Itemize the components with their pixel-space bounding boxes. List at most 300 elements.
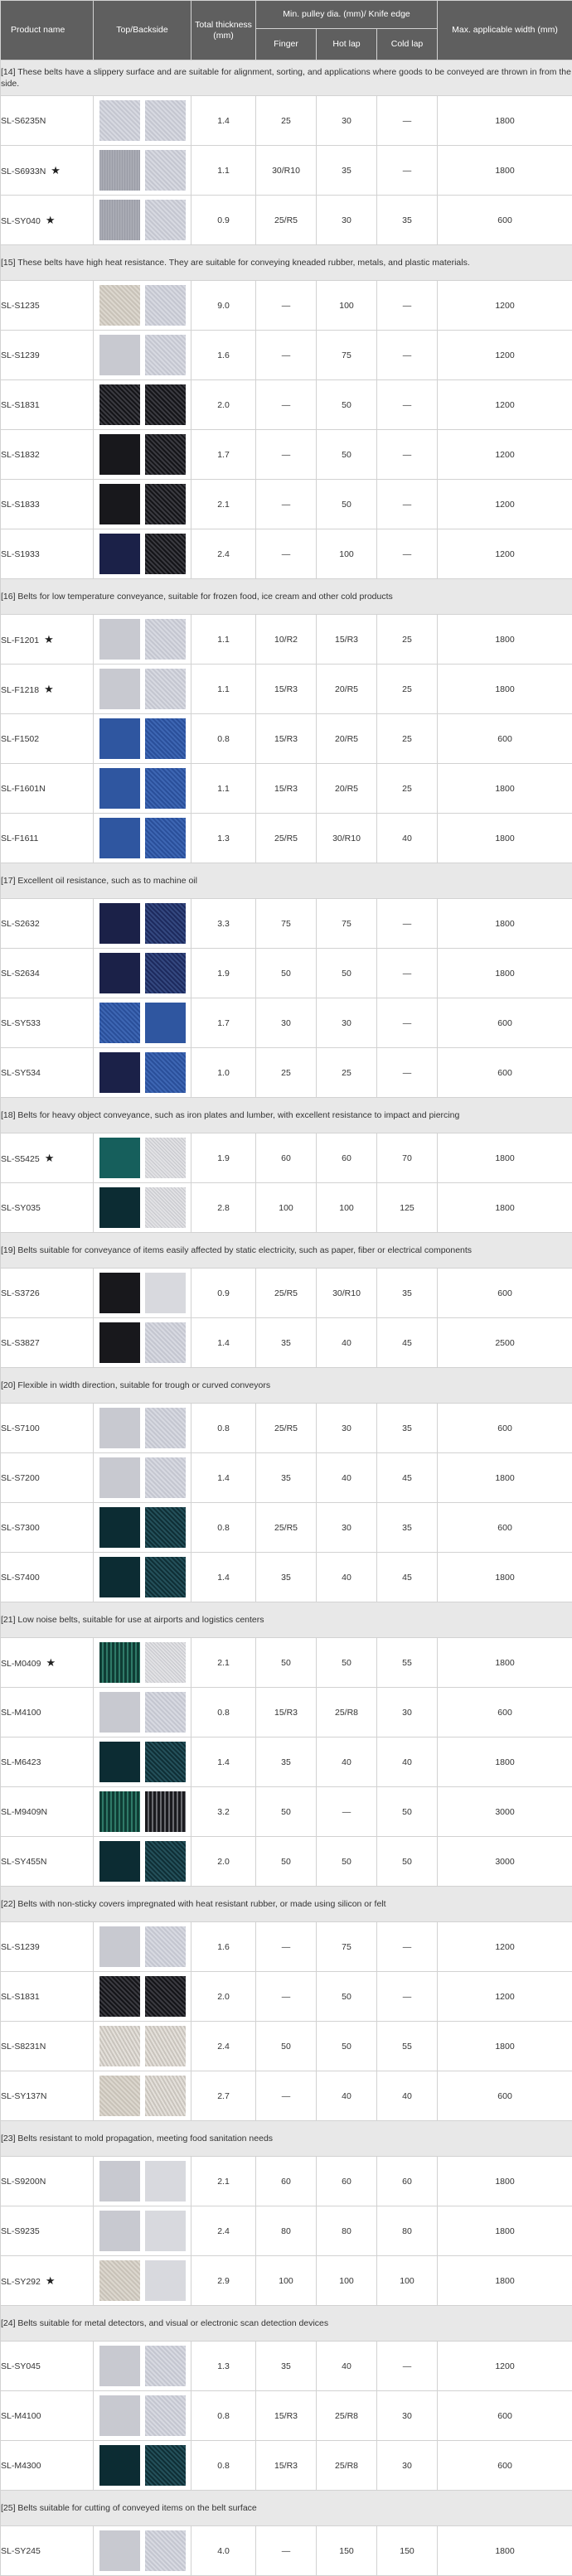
product-name: SL-S1831	[1, 400, 40, 410]
cold-lap-cell: —	[377, 2342, 438, 2391]
product-name: SL-S9235	[1, 2226, 40, 2236]
backside-surface-swatch	[145, 335, 186, 375]
max-width-cell: 1800	[438, 1553, 572, 1602]
cold-lap-cell: 40	[377, 1737, 438, 1787]
backside-surface-swatch	[145, 1273, 186, 1313]
hot-lap-cell: 50	[317, 1638, 377, 1688]
cold-lap-cell: 25	[377, 764, 438, 814]
swatch-cell	[94, 2022, 191, 2071]
swatch-cell	[94, 899, 191, 949]
thickness-cell: 0.9	[191, 1269, 256, 1318]
swatch-cell	[94, 96, 191, 146]
thickness-cell: 2.0	[191, 380, 256, 430]
max-width-cell: 1200	[438, 529, 572, 579]
hot-lap-cell: 30	[317, 1503, 377, 1553]
max-width-cell: 1200	[438, 331, 572, 380]
section-header	[1, 245, 572, 281]
product-name: SL-S1239	[1, 350, 40, 360]
star-icon: ★	[44, 633, 54, 645]
thickness-cell: 2.9	[191, 2256, 256, 2306]
cold-lap-cell: 25	[377, 714, 438, 764]
table-row	[1, 1503, 572, 1553]
top-surface-swatch	[99, 1742, 140, 1782]
table-row	[1, 281, 572, 331]
hot-lap-cell: 50	[317, 1972, 377, 2022]
section-title: [22] Belts with non-sticky covers impregnated with heat resistant rubber, or made using silicon or felt	[1, 1887, 572, 1922]
cold-lap-cell: —	[377, 96, 438, 146]
max-width-cell: 600	[438, 998, 572, 1048]
backside-surface-swatch	[145, 2161, 186, 2201]
product-name: SL-S6235N	[1, 116, 46, 126]
section-title: [19] Belts suitable for conveyance of items easily affected by static electricity, such as paper, fiber or electrical components	[1, 1233, 572, 1269]
product-name: SL-SY534	[1, 1068, 41, 1078]
col-total-thickness: Total thickness (mm)	[191, 1, 256, 60]
top-surface-swatch	[99, 1692, 140, 1733]
cold-lap-cell: —	[377, 1048, 438, 1098]
product-name: SL-S7400	[1, 1573, 40, 1583]
table-row	[1, 2342, 572, 2391]
swatch-cell	[94, 1503, 191, 1553]
max-width-cell: 1800	[438, 615, 572, 665]
thickness-cell: 3.2	[191, 1787, 256, 1837]
cold-lap-cell: 35	[377, 1503, 438, 1553]
thickness-cell: 1.0	[191, 1048, 256, 1098]
thickness-cell: 1.7	[191, 430, 256, 480]
hot-lap-cell: 25	[317, 1048, 377, 1098]
hot-lap-cell: 75	[317, 331, 377, 380]
cold-lap-cell: 125	[377, 1183, 438, 1233]
cold-lap-cell: 50	[377, 1837, 438, 1887]
swatch-cell	[94, 814, 191, 863]
finger-cell: 35	[256, 2342, 317, 2391]
cold-lap-cell: 30	[377, 2441, 438, 2491]
finger-cell: 80	[256, 2206, 317, 2256]
table-row	[1, 1404, 572, 1453]
thickness-cell: 0.8	[191, 1503, 256, 1553]
backside-surface-swatch	[145, 1322, 186, 1363]
max-width-cell: 2500	[438, 1318, 572, 1368]
finger-cell: 35	[256, 1318, 317, 1368]
section-title: [23] Belts resistant to mold propagation, meeting food sanitation needs	[1, 2121, 572, 2157]
cold-lap-cell: 25	[377, 615, 438, 665]
thickness-cell: 2.4	[191, 2206, 256, 2256]
top-surface-swatch	[99, 2161, 140, 2201]
table-row	[1, 1318, 572, 1368]
max-width-cell: 1200	[438, 1922, 572, 1972]
max-width-cell: 1800	[438, 2206, 572, 2256]
cold-lap-cell: —	[377, 949, 438, 998]
product-name: SL-S3827	[1, 1338, 40, 1348]
swatch-cell	[94, 380, 191, 430]
swatch-cell	[94, 615, 191, 665]
max-width-cell: 1800	[438, 2526, 572, 2576]
product-name-cell	[1, 146, 94, 196]
max-width-cell: 1800	[438, 2157, 572, 2206]
product-name-cell	[1, 2441, 94, 2491]
finger-cell: —	[256, 2526, 317, 2576]
max-width-cell: 1800	[438, 1453, 572, 1503]
max-width-cell: 1200	[438, 430, 572, 480]
hot-lap-cell: 50	[317, 480, 377, 529]
product-name: SL-S2632	[1, 919, 40, 929]
thickness-cell: 1.4	[191, 1553, 256, 1602]
table-row	[1, 1453, 572, 1503]
top-surface-swatch	[99, 953, 140, 993]
thickness-cell: 2.1	[191, 1638, 256, 1688]
product-name: SL-SY455N	[1, 1857, 46, 1867]
top-surface-swatch	[99, 1642, 140, 1683]
star-icon: ★	[46, 2274, 56, 2287]
product-name-cell	[1, 1183, 94, 1233]
hot-lap-cell: 25/R8	[317, 2441, 377, 2491]
finger-cell: 100	[256, 2256, 317, 2306]
product-name: SL-S2634	[1, 969, 40, 979]
top-surface-swatch	[99, 2260, 140, 2301]
backside-surface-swatch	[145, 384, 186, 425]
thickness-cell: 1.3	[191, 814, 256, 863]
top-surface-swatch	[99, 768, 140, 809]
backside-surface-swatch	[145, 669, 186, 709]
hot-lap-cell: 50	[317, 380, 377, 430]
backside-surface-swatch	[145, 484, 186, 524]
hot-lap-cell: 50	[317, 949, 377, 998]
max-width-cell: 1800	[438, 665, 572, 714]
table-row	[1, 480, 572, 529]
table-row	[1, 1553, 572, 1602]
product-name: SL-M4100	[1, 1708, 41, 1718]
thickness-cell: 0.8	[191, 714, 256, 764]
top-surface-swatch	[99, 903, 140, 944]
top-surface-swatch	[99, 1187, 140, 1228]
swatch-cell	[94, 2441, 191, 2491]
product-name: SL-S1833	[1, 500, 40, 510]
thickness-cell: 0.8	[191, 1404, 256, 1453]
table-row	[1, 430, 572, 480]
cold-lap-cell: 50	[377, 1787, 438, 1837]
swatch-cell	[94, 2526, 191, 2576]
swatch-cell	[94, 2071, 191, 2121]
table-row	[1, 2206, 572, 2256]
table-row	[1, 998, 572, 1048]
hot-lap-cell: 30	[317, 1404, 377, 1453]
top-surface-swatch	[99, 285, 140, 326]
top-surface-swatch	[99, 200, 140, 240]
product-name-cell	[1, 96, 94, 146]
thickness-cell: 1.6	[191, 1922, 256, 1972]
product-name: SL-M4100	[1, 2411, 41, 2421]
section-header	[1, 1887, 572, 1922]
thickness-cell: 0.8	[191, 2391, 256, 2441]
hot-lap-cell: 40	[317, 1553, 377, 1602]
table-row	[1, 2256, 572, 2306]
table-row	[1, 2157, 572, 2206]
swatch-cell	[94, 1922, 191, 1972]
finger-cell: 25/R5	[256, 1404, 317, 1453]
product-name-cell	[1, 1503, 94, 1553]
top-surface-swatch	[99, 335, 140, 375]
finger-cell: 15/R3	[256, 2441, 317, 2491]
finger-cell: 15/R3	[256, 665, 317, 714]
product-name-cell	[1, 529, 94, 579]
max-width-cell: 1200	[438, 380, 572, 430]
backside-surface-swatch	[145, 2211, 186, 2251]
thickness-cell: 1.9	[191, 949, 256, 998]
finger-cell: 15/R3	[256, 1688, 317, 1737]
max-width-cell: 600	[438, 2391, 572, 2441]
top-surface-swatch	[99, 2530, 140, 2571]
thickness-cell: 9.0	[191, 281, 256, 331]
product-name: SL-SY533	[1, 1018, 41, 1028]
hot-lap-cell: 80	[317, 2206, 377, 2256]
top-surface-swatch	[99, 484, 140, 524]
product-name: SL-SY035	[1, 1203, 41, 1213]
product-name-cell	[1, 2526, 94, 2576]
cold-lap-cell: 45	[377, 1453, 438, 1503]
swatch-cell	[94, 2342, 191, 2391]
cold-lap-cell: 150	[377, 2526, 438, 2576]
thickness-cell: 2.4	[191, 529, 256, 579]
thickness-cell: 2.0	[191, 1837, 256, 1887]
backside-surface-swatch	[145, 2346, 186, 2386]
thickness-cell: 2.1	[191, 480, 256, 529]
table-row	[1, 949, 572, 998]
max-width-cell: 1200	[438, 1972, 572, 2022]
swatch-cell	[94, 764, 191, 814]
backside-surface-swatch	[145, 434, 186, 475]
product-name-cell	[1, 1787, 94, 1837]
section-header	[1, 1368, 572, 1404]
product-name-cell	[1, 480, 94, 529]
product-name: SL-SY045	[1, 2361, 41, 2371]
swatch-cell	[94, 2391, 191, 2441]
table-row	[1, 380, 572, 430]
section-header	[1, 2121, 572, 2157]
table-row	[1, 1133, 572, 1183]
finger-cell: 25/R5	[256, 1503, 317, 1553]
hot-lap-cell: 50	[317, 1837, 377, 1887]
swatch-cell	[94, 1638, 191, 1688]
top-surface-swatch	[99, 1791, 140, 1832]
finger-cell: 50	[256, 1787, 317, 1837]
thickness-cell: 1.4	[191, 96, 256, 146]
swatch-cell	[94, 480, 191, 529]
product-name: SL-S5425	[1, 1154, 40, 1164]
product-name-cell	[1, 1453, 94, 1503]
table-row	[1, 714, 572, 764]
hot-lap-cell: 30/R10	[317, 1269, 377, 1318]
table-row	[1, 1048, 572, 1098]
product-name-cell	[1, 380, 94, 430]
section-title: [16] Belts for low temperature conveyance, suitable for frozen food, ice cream and other cold products	[1, 579, 572, 615]
thickness-cell: 1.1	[191, 665, 256, 714]
thickness-cell: 2.0	[191, 1972, 256, 2022]
max-width-cell: 600	[438, 1269, 572, 1318]
hot-lap-cell: 30	[317, 96, 377, 146]
section-header	[1, 863, 572, 899]
finger-cell: 25/R5	[256, 1269, 317, 1318]
top-surface-swatch	[99, 384, 140, 425]
backside-surface-swatch	[145, 818, 186, 858]
cold-lap-cell: 40	[377, 2071, 438, 2121]
swatch-cell	[94, 714, 191, 764]
hot-lap-cell: 30	[317, 998, 377, 1048]
cold-lap-cell: 35	[377, 1404, 438, 1453]
product-name-cell	[1, 2206, 94, 2256]
top-surface-swatch	[99, 1926, 140, 1967]
hot-lap-cell: 15/R3	[317, 615, 377, 665]
hot-lap-cell: 40	[317, 1737, 377, 1787]
finger-cell: 35	[256, 1453, 317, 1503]
col-hot-lap: Hot lap	[317, 29, 377, 60]
product-name: SL-M0409	[1, 1659, 41, 1669]
thickness-cell: 2.4	[191, 2022, 256, 2071]
finger-cell: 75	[256, 899, 317, 949]
max-width-cell: 600	[438, 2441, 572, 2491]
product-name: SL-F1611	[1, 834, 38, 843]
swatch-cell	[94, 1787, 191, 1837]
top-surface-swatch	[99, 1557, 140, 1597]
table-row	[1, 1638, 572, 1688]
backside-surface-swatch	[145, 1976, 186, 2017]
cold-lap-cell: —	[377, 1922, 438, 1972]
swatch-cell	[94, 1737, 191, 1787]
table-row	[1, 1837, 572, 1887]
table-row	[1, 2526, 572, 2576]
table-row	[1, 196, 572, 245]
product-name: SL-SY137N	[1, 2091, 46, 2101]
product-name: SL-S7200	[1, 1473, 40, 1483]
hot-lap-cell: 50	[317, 2022, 377, 2071]
col-product-name: Product name	[1, 1, 94, 60]
section-title: [15] These belts have high heat resistance. They are suitable for conveying kneaded rubber, metals, and plastic materials.	[1, 245, 572, 281]
product-name: SL-S8231N	[1, 2042, 46, 2052]
product-name-cell	[1, 331, 94, 380]
max-width-cell: 3000	[438, 1787, 572, 1837]
product-name-cell	[1, 196, 94, 245]
section-title: [25] Belts suitable for cutting of conveyed items on the belt surface	[1, 2491, 572, 2526]
cold-lap-cell: 30	[377, 1688, 438, 1737]
max-width-cell: 1800	[438, 2256, 572, 2306]
max-width-cell: 1200	[438, 281, 572, 331]
table-row	[1, 1922, 572, 1972]
col-finger: Finger	[256, 29, 317, 60]
col-max-width: Max. applicable width (mm)	[438, 1, 572, 60]
table-row	[1, 615, 572, 665]
product-name-cell	[1, 1269, 94, 1318]
finger-cell: 35	[256, 1737, 317, 1787]
table-row	[1, 2022, 572, 2071]
top-surface-swatch	[99, 1003, 140, 1043]
finger-cell: 15/R3	[256, 764, 317, 814]
swatch-cell	[94, 1837, 191, 1887]
top-surface-swatch	[99, 2395, 140, 2436]
cold-lap-cell: 70	[377, 1133, 438, 1183]
backside-surface-swatch	[145, 619, 186, 660]
star-icon: ★	[51, 164, 61, 176]
section-header	[1, 1233, 572, 1269]
finger-cell: 35	[256, 1553, 317, 1602]
product-name: SL-SY245	[1, 2546, 41, 2556]
finger-cell: 25	[256, 96, 317, 146]
section-title: [14] These belts have a slippery surface and are suitable for alignment, sorting, and applications where goods to be conveyed are thrown in from the side.	[1, 60, 572, 96]
table-row	[1, 2391, 572, 2441]
max-width-cell: 600	[438, 714, 572, 764]
cold-lap-cell: 80	[377, 2206, 438, 2256]
product-name: SL-S7100	[1, 1423, 40, 1433]
finger-cell: 15/R3	[256, 714, 317, 764]
product-name-cell	[1, 899, 94, 949]
finger-cell: 25	[256, 1048, 317, 1098]
product-name-cell	[1, 1553, 94, 1602]
star-icon: ★	[46, 214, 56, 226]
cold-lap-cell: 55	[377, 2022, 438, 2071]
product-name: SL-S9200N	[1, 2177, 46, 2187]
product-name-cell	[1, 2071, 94, 2121]
hot-lap-cell: 100	[317, 529, 377, 579]
product-name: SL-S1832	[1, 450, 40, 460]
section-header	[1, 1602, 572, 1638]
max-width-cell: 1800	[438, 2022, 572, 2071]
cold-lap-cell: 45	[377, 1553, 438, 1602]
thickness-cell: 0.8	[191, 1688, 256, 1737]
hot-lap-cell: 40	[317, 1318, 377, 1368]
top-surface-swatch	[99, 1273, 140, 1313]
table-row	[1, 1787, 572, 1837]
max-width-cell: 600	[438, 1503, 572, 1553]
table-row	[1, 814, 572, 863]
top-surface-swatch	[99, 818, 140, 858]
table-row	[1, 764, 572, 814]
swatch-cell	[94, 665, 191, 714]
backside-surface-swatch	[145, 2395, 186, 2436]
cold-lap-cell: 30	[377, 2391, 438, 2441]
cold-lap-cell: —	[377, 331, 438, 380]
hot-lap-cell: 50	[317, 430, 377, 480]
product-name: SL-F1201	[1, 636, 39, 645]
section-title: [17] Excellent oil resistance, such as to machine oil	[1, 863, 572, 899]
finger-cell: 60	[256, 1133, 317, 1183]
cold-lap-cell: —	[377, 380, 438, 430]
cold-lap-cell: —	[377, 281, 438, 331]
cold-lap-cell: —	[377, 529, 438, 579]
thickness-cell: 4.0	[191, 2526, 256, 2576]
backside-surface-swatch	[145, 2530, 186, 2571]
finger-cell: 60	[256, 2157, 317, 2206]
thickness-cell: 1.1	[191, 146, 256, 196]
product-name-cell	[1, 1737, 94, 1787]
cold-lap-cell: —	[377, 146, 438, 196]
max-width-cell: 600	[438, 1688, 572, 1737]
section-header	[1, 2491, 572, 2526]
hot-lap-cell: 30/R10	[317, 814, 377, 863]
top-surface-swatch	[99, 1976, 140, 2017]
finger-cell: 15/R3	[256, 2391, 317, 2441]
thickness-cell: 3.3	[191, 899, 256, 949]
table-row	[1, 2071, 572, 2121]
backside-surface-swatch	[145, 100, 186, 141]
backside-surface-swatch	[145, 150, 186, 191]
backside-surface-swatch	[145, 1742, 186, 1782]
thickness-cell: 1.6	[191, 331, 256, 380]
thickness-cell: 2.8	[191, 1183, 256, 1233]
finger-cell: —	[256, 1972, 317, 2022]
col-cold-lap: Cold lap	[377, 29, 438, 60]
product-name: SL-S7300	[1, 1523, 40, 1533]
top-surface-swatch	[99, 1841, 140, 1882]
top-surface-swatch	[99, 2346, 140, 2386]
finger-cell: 10/R2	[256, 615, 317, 665]
backside-surface-swatch	[145, 534, 186, 574]
